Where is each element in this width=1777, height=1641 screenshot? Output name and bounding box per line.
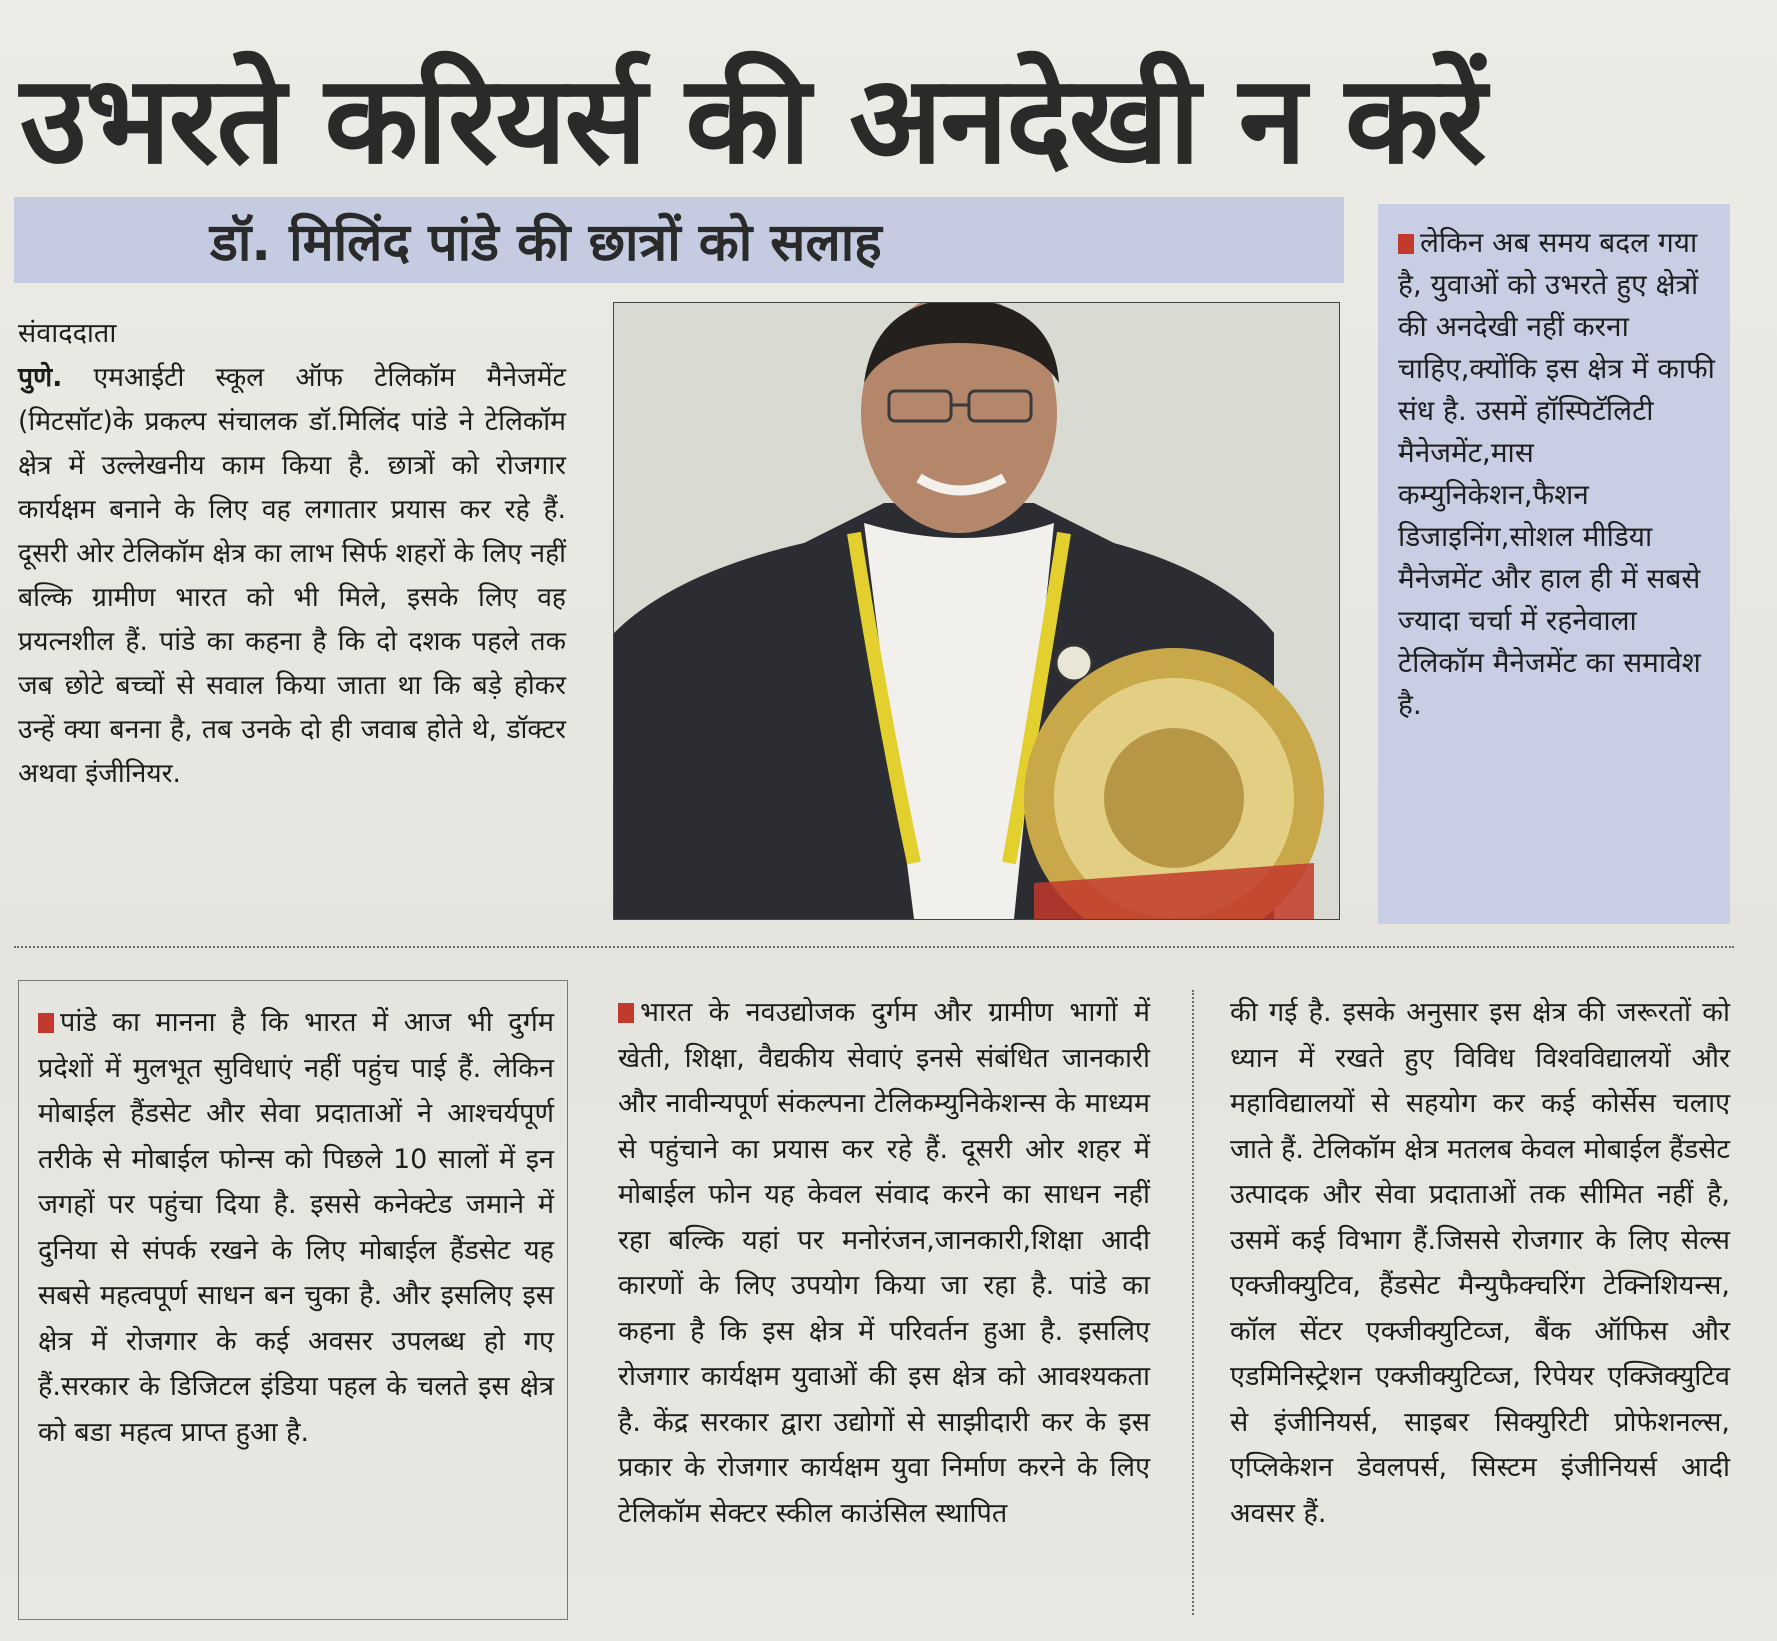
dateline: पुणे. xyxy=(18,362,63,393)
bullet-icon xyxy=(38,1013,54,1033)
column-1-text: पांडे का मानना है कि भारत में आज भी दुर्गम प्रदेशों में मुलभूत सुविधाएं नहीं पहुंच पाई हैं. लेकिन मोबाईल हैंडसेट और सेवा प्रदाताओं ने आश्चर्यपूर्ण तरीके से मोबाईल फोन्स को पिछले 10 सालों में इन जगहों पर पहुंचा दिया है. इससे कनेक्टेड जमाने में दुनिया से संपर्क रखने के लिए मोबाईल हैंडसेट यह सबसे महत्वपूर्ण साधन बन चुका है. और इसलिए इस क्षेत्र में रोजगार के कई अवसर उपलब्ध हो गए हैं.सरकार के डिजिटल इंडिया पहल के चलते इस क्षेत्र को बडा महत्व प्राप्त हुआ है. xyxy=(38,1007,554,1448)
sidebar-text: लेकिन अब समय बदल गया है, युवाओं को उभरते हुए क्षेत्रों की अनदेखी नहीं करना चाहिए,क्योंकि इस क्षेत्र में काफी संध है. उसमें हॉस्पिटॅलिटी मैनेजमेंट,मास कम्युनिकेशन,फैशन डिजाइनिंग,सोशल मीडिया मैनेजमेंट और हाल ही में सबसे ज्यादा चर्चा में रहनेवाला टेलिकॉम मैनेजमेंट का समावेश है. xyxy=(1398,226,1715,721)
column-separator xyxy=(1192,990,1194,1615)
bullet-icon xyxy=(618,1003,634,1023)
intro-body: एमआईटी स्कूल ऑफ टेलिकॉम मैनेजमेंट (मिटसॉट)के प्रकल्प संचालक डॉ.मिलिंद पांडे ने टेलिकॉम क्षेत्र में उल्लेखनीय काम किया है. छात्रों को रोजगार कार्यक्षम बनाने के लिए वह लगातार प्रयास कर रहे हैं. दूसरी ओर टेलिकॉम क्षेत्र का लाभ सिर्फ शहरों के लिए नहीं बल्कि ग्रामीण भारत को भी मिले, इसके लिए वह प्रयत्नशील हैं. पांडे का कहना है कि दो दशक पहले तक जब छोटे बच्चों से सवाल किया जाता था कि बड़े होकर उन्हें क्या बनना है, तब उनके दो ही जवाब होते थे, डॉक्टर अथवा इंजीनियर. xyxy=(18,362,566,789)
column-1 xyxy=(38,1000,554,1455)
byline: संवाददाता xyxy=(18,318,117,349)
column-2-text: भारत के नवउद्योजक दुर्गम और ग्रामीण भागों में खेती, शिक्षा, वैद्यकीय सेवाएं इनसे संबंधित जानकारी और नावीन्यपूर्ण संकल्पना टेलिकम्युनिकेशन्स के माध्यम से पहुंचाने का प्रयास कर रहे हैं. दूसरी ओर शहर में मोबाईल फोन यह केवल संवाद करने का साधन नहीं रहा बल्कि यहां पर मनोरंजन,जानकारी,शिक्षा आदी कारणों के लिए उपयोग किया जा रहा है. पांडे का कहना है कि इस क्षेत्र में परिवर्तन हुआ है. इसलिए रोजगार कार्यक्षम युवाओं की इस क्षेत्र को आवश्यकता है. केंद्र सरकार द्वारा उद्योगों से साझीदारी कर के इस प्रकार के रोजगार कार्यक्षम युवा निर्माण करने के लिए टेलिकॉम सेक्टर स्कील काउंसिल स्थापित xyxy=(618,997,1150,1529)
column-3 xyxy=(1230,990,1730,1536)
portrait-photo xyxy=(613,302,1340,920)
column-3-text: की गई है. इसके अनुसार इस क्षेत्र की जरूरतों को ध्यान में रखते हुए विविध विश्वविद्यालयों और महाविद्यालयों से सहयोग कर कई कोर्सेस चलाए जाते हैं. टेलिकॉम क्षेत्र मतलब केवल मोबाईल हैंडसेट उत्पादक और सेवा प्रदाताओं तक सीमित नहीं है, उसमें कई विभाग हैं.जिससे रोजगार के लिए सेल्स एक्जीक्युटिव, हैंडसेट मैन्युफैक्चरिंग टेक्निशियन्स, कॉल सेंटर एक्जीक्युटिव्ज, बैंक ऑफिस और एडमिनिस्ट्रेशन एक्जीक्युटिव्ज, रिपेयर एक्जिक्युटिव से इंजीनियर्स, साइबर सिक्युरिटी प्रोफेशनल्स, एप्लिकेशन डेवलपर्स, सिस्टम इंजीनियर्स आदी अवसर हैं. xyxy=(1230,997,1730,1529)
portrait-illustration xyxy=(614,303,1339,919)
sidebar-text-block xyxy=(1398,222,1718,726)
section-divider xyxy=(14,946,1734,948)
subheadline: डॉ. मिलिंद पांडे की छात्रों को सलाह xyxy=(210,213,882,273)
intro-paragraph xyxy=(18,356,566,796)
bullet-icon xyxy=(1398,234,1414,254)
headline: उभरते करियर्स की अनदेखी न करें xyxy=(20,49,1485,191)
column-2 xyxy=(618,990,1150,1536)
